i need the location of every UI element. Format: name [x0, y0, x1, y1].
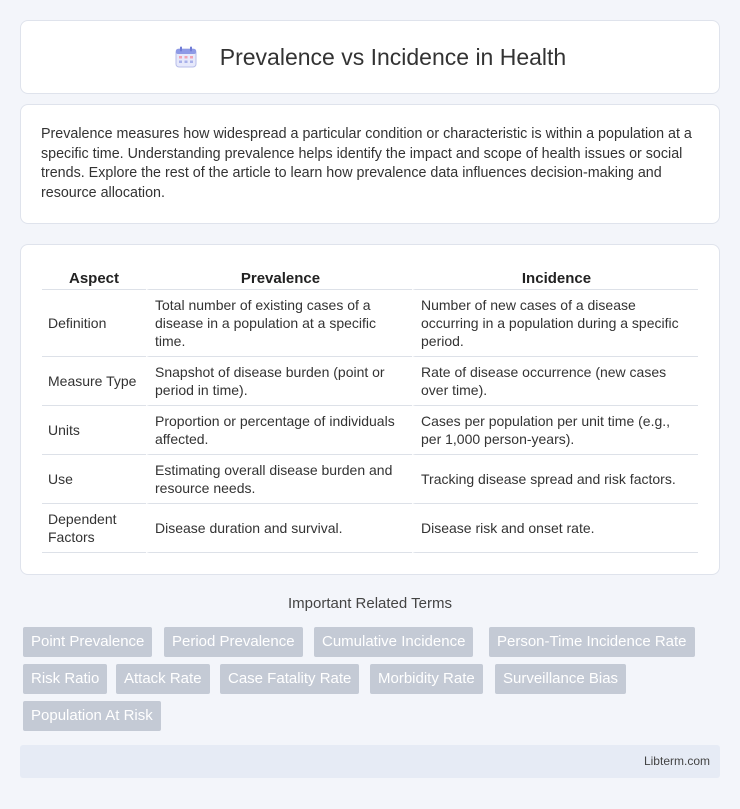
prevalence-cell: Total number of existing cases of a disease in a population at a specific time. — [146, 290, 412, 357]
aspect-cell: Dependent Factors — [42, 504, 146, 553]
incidence-cell: Number of new cases of a disease occurring in a population during a specific period. — [412, 290, 698, 357]
prevalence-cell: Disease duration and survival. — [146, 504, 412, 553]
table-row — [42, 504, 698, 553]
table-row — [42, 455, 698, 504]
related-term-tag[interactable]: Case Fatality Rate — [220, 664, 359, 694]
related-term-tag[interactable]: Period Prevalence — [164, 627, 303, 657]
aspect-cell: Units — [42, 406, 146, 455]
intro-card — [20, 104, 720, 224]
page-title: Prevalence vs Incidence in Health — [219, 43, 567, 70]
intro-text: Prevalence measures how widespread a particular condition or characteristic is within a population at a specific time. Understanding prevalence helps identify the impact and scope of health issues or social trends. Explore the rest of the article to learn how prevalence data influences decision-making and resource allocation. — [41, 126, 692, 201]
comparison-table — [42, 265, 698, 553]
footer — [20, 745, 720, 778]
related-term-tag[interactable]: Point Prevalence — [23, 627, 152, 657]
prevalence-cell: Estimating overall disease burden and resource needs. — [146, 455, 412, 504]
aspect-cell: Definition — [42, 290, 146, 357]
table-row — [42, 406, 698, 455]
related-term-tag[interactable]: Risk Ratio — [23, 664, 107, 694]
incidence-cell: Rate of disease occurrence (new cases over time). — [412, 357, 698, 406]
incidence-cell: Cases per population per unit time (e.g., per 1,000 person-years). — [412, 406, 698, 455]
related-term-tag[interactable]: Person-Time Incidence Rate — [489, 627, 695, 657]
related-term-tag[interactable]: Morbidity Rate — [370, 664, 483, 694]
table-row — [42, 290, 698, 357]
related-term-tag[interactable]: Population At Risk — [23, 701, 161, 731]
comparison-card — [20, 244, 720, 575]
calendar-icon — [174, 45, 198, 69]
prevalence-cell: Snapshot of disease burden (point or period in time). — [146, 357, 412, 406]
related-term-tag[interactable]: Surveillance Bias — [495, 664, 626, 694]
table-header-row — [42, 265, 698, 290]
incidence-cell: Disease risk and onset rate. — [412, 504, 698, 553]
related-term-tag[interactable]: Cumulative Incidence — [314, 627, 473, 657]
title-card — [20, 20, 720, 94]
header-incidence: Incidence — [412, 265, 698, 290]
incidence-cell: Tracking disease spread and risk factors. — [412, 455, 698, 504]
prevalence-cell: Proportion or percentage of individuals affected. — [146, 406, 412, 455]
aspect-cell: Measure Type — [42, 357, 146, 406]
table-row — [42, 357, 698, 406]
related-terms-heading: Important Related Terms — [288, 595, 452, 612]
footer-site-link[interactable]: Libterm.com — [643, 754, 710, 768]
header-aspect: Aspect — [42, 265, 146, 290]
aspect-cell: Use — [42, 455, 146, 504]
header-prevalence: Prevalence — [146, 265, 412, 290]
related-term-tag[interactable]: Attack Rate — [116, 664, 210, 694]
